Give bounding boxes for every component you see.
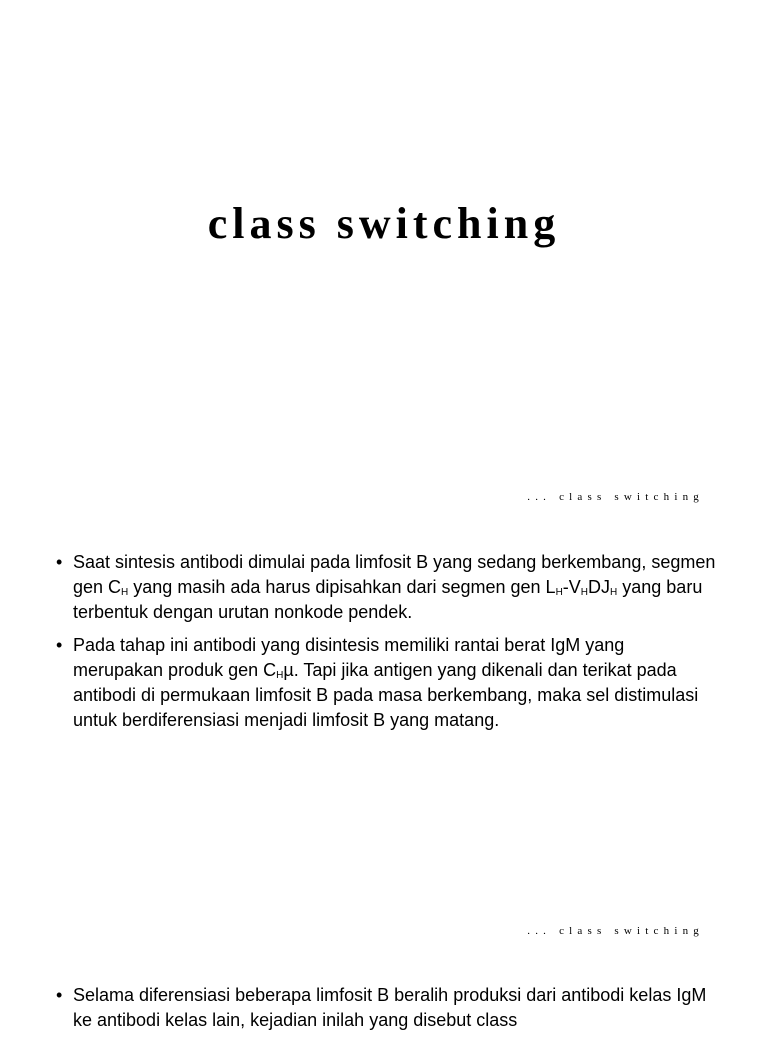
bullet-list xyxy=(56,550,716,741)
content-slide-2 xyxy=(0,874,768,1030)
bullet-item xyxy=(56,633,716,733)
bullet-icon: • xyxy=(56,985,63,1005)
bullet-text: Saat sintesis antibodi dimulai pada limfosit B yang sedang berkembang, segmen gen $C_H$ yang masih ada harus dipisahkan dari segmen gen $L_H-V_HDJ_H$ yang baru terbentuk dengan urutan nonkode pendek. xyxy=(73,552,716,622)
bullet-item xyxy=(56,983,716,1033)
slide-title: class switching xyxy=(207,199,561,249)
bullet-list xyxy=(56,983,716,1041)
bullet-icon: • xyxy=(56,635,63,655)
bullet-icon: • xyxy=(56,552,63,572)
title-slide xyxy=(0,0,768,440)
content-slide-1 xyxy=(0,440,768,874)
slide-header: ... class switching xyxy=(527,925,704,937)
bullet-text: Pada tahap ini antibodi yang disintesis memiliki rantai berat IgM yang merupakan produk gen $C_H\mu$. Tapi jika antigen yang dikenali dan terikat pada antibodi di permukaan limfosit B pada masa berkembang, maka sel distimulasi untuk berdiferensiasi menjadi limfosit B yang matang. xyxy=(73,635,699,730)
bullet-text: Selama diferensiasi beberapa limfosit B beralih produksi dari antibodi kelas IgM ke antibodi kelas lain, kejadian inilah yang disebut class xyxy=(73,985,707,1030)
slide-header: ... class switching xyxy=(527,491,704,503)
bullet-item xyxy=(56,550,716,625)
